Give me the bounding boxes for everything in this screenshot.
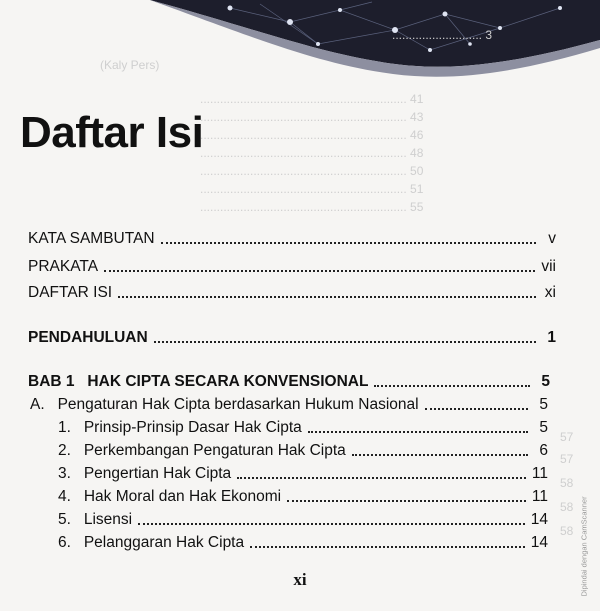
toc-label: 4. Hak Moral dan Hak Ekonomi xyxy=(58,488,282,505)
toc-label: 5. Lisensi xyxy=(58,511,133,528)
toc-page: 14 xyxy=(530,534,548,551)
toc-label: 1. Prinsip-Prinsip Dasar Hak Cipta xyxy=(58,419,302,436)
toc-entry[interactable] xyxy=(58,465,548,483)
toc-page: 11 xyxy=(531,465,548,482)
toc-page: 11 xyxy=(531,488,548,505)
leader-dots xyxy=(118,295,536,298)
toc-entry[interactable] xyxy=(28,329,556,347)
toc-label: A. Pengaturan Hak Cipta berdasarkan Hukum Nasional xyxy=(30,396,419,413)
toc-page: 6 xyxy=(539,442,548,459)
leader-dots xyxy=(425,407,528,410)
toc-label: 3. Pengertian Hak Cipta xyxy=(58,465,232,482)
toc-label: DAFTAR ISI xyxy=(28,284,113,301)
toc-entry[interactable] xyxy=(28,258,556,276)
leader-dots xyxy=(237,476,526,479)
toc-label: PENDAHULUAN xyxy=(28,329,148,346)
leader-dots xyxy=(250,545,525,548)
toc-page: xi xyxy=(544,284,556,301)
page-number: xi xyxy=(293,570,307,589)
leader-dots xyxy=(104,269,535,272)
leader-dots xyxy=(352,453,528,456)
toc-label: 2. Perkembangan Pengaturan Hak Cipta xyxy=(58,442,346,459)
toc-entry[interactable] xyxy=(28,373,550,391)
leader-dots xyxy=(161,241,536,244)
toc-label: BAB 1 HAK CIPTA SECARA KONVENSIONAL xyxy=(28,373,369,390)
toc-page: 5 xyxy=(539,396,548,413)
toc-label: 6. Pelanggaran Hak Cipta xyxy=(58,534,245,551)
page-title: Daftar Isi xyxy=(20,108,204,157)
toc-entry[interactable] xyxy=(58,419,548,437)
toc-entry[interactable] xyxy=(30,396,548,414)
leader-dots xyxy=(374,384,530,387)
leader-dots xyxy=(308,430,528,433)
toc-label: KATA SAMBUTAN xyxy=(28,230,155,247)
toc-entry[interactable] xyxy=(28,284,556,302)
toc-page: v xyxy=(548,230,556,247)
toc-entry[interactable] xyxy=(58,534,548,552)
toc-page: 5 xyxy=(541,373,550,390)
leader-dots xyxy=(287,499,526,502)
watermark-text: Dipindai dengan CamScanner xyxy=(579,496,589,597)
leader-dots xyxy=(154,340,536,343)
scanner-watermark xyxy=(576,480,590,600)
header-banner xyxy=(0,0,600,95)
toc-entry[interactable] xyxy=(58,511,548,529)
leader-dots xyxy=(138,522,525,525)
toc-page: 1 xyxy=(547,329,556,346)
toc-page: 5 xyxy=(539,419,548,436)
toc-label: PRAKATA xyxy=(28,258,99,275)
toc-entry[interactable] xyxy=(58,488,548,506)
toc-entry[interactable] xyxy=(58,442,548,460)
toc-page: 14 xyxy=(530,511,548,528)
toc-page: vii xyxy=(541,258,556,275)
toc-entry[interactable] xyxy=(28,230,556,248)
